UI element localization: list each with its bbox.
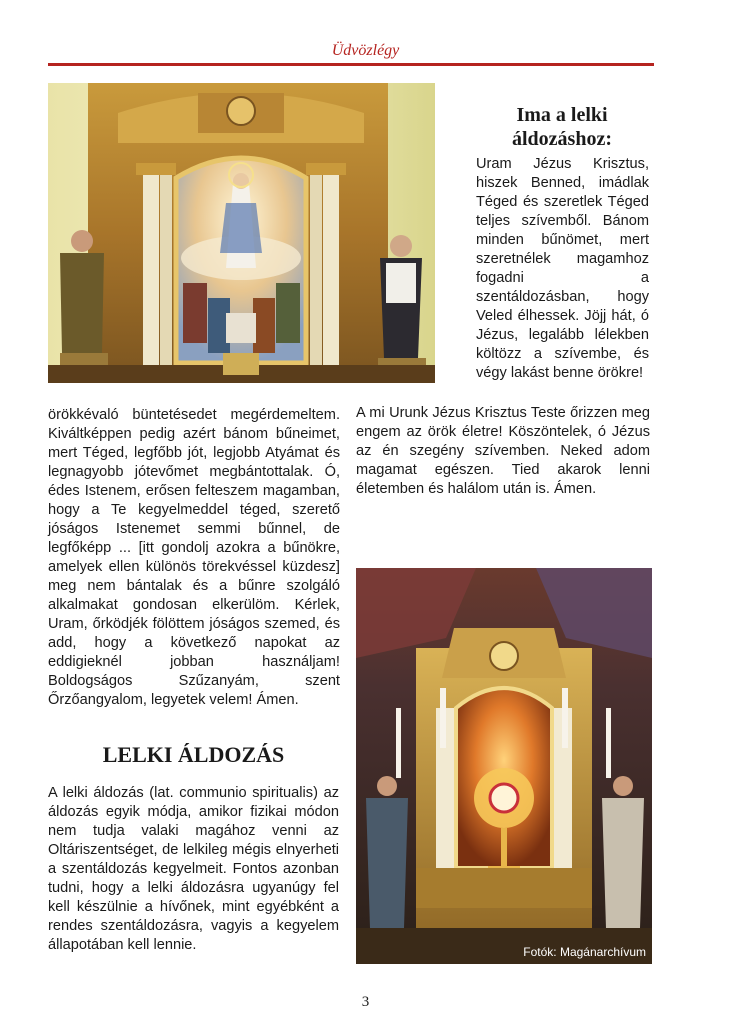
prayer-title-line1: Ima a lelki bbox=[516, 104, 608, 126]
page-number: 3 bbox=[361, 994, 370, 1010]
photo-credit: Fotók: Magánarchívum bbox=[523, 945, 646, 959]
prayer-text-right-top: Uram Jézus Krisztus, hiszek Benned, imádlak Téged és szeretlek Téged teljes szívemből. Bánom minden bűnömet, mert szeretnélek magamhoz fogadni a szentáldozásban, hogy Veled élhessek. Jöjj hát, ó Jézus, legalább lélekben költözz a szívembe, és végy lakást benne örökre! bbox=[476, 156, 649, 381]
prayer-title-line2: áldozáshoz: bbox=[512, 128, 612, 150]
section-body: A lelki áldozás (lat. communio spiritualis) az áldozás egyik módja, amikor fizikai módon nem tudja valaki magához venni az Oltáriszentséget, de lelkileg mégis elnyerheti a szentáldozás kegyelmeit. Fontos azonban tudni, hogy a lelki áldozásra ugyanúgy fel kell készülnie a hívőnek, mint egyébként a rendes szentáldozásra, vagyis a kegyelem állapotában kell lennie. bbox=[48, 785, 339, 953]
altar-photo-monstrance bbox=[356, 568, 652, 964]
page-header-title: Üdvözlégy bbox=[331, 42, 400, 59]
prayer-text-left-column: örökkévaló büntetésedet megérdemeltem. Kiváltképpen pedig azért bánom bűneimet, mert Téged, legfőbb jót, legjobb Atyámat és legnagyobb jótevőmet megbántottalak. Ó, édes Istenem, erősen felteszem magamban, hogy a Te kegyelmeddel téged, szerető jóságos Istenemet semmi bűnnel, de legfőképp ... [itt gondolj azokra a bűnökre, amelyek ellen különös törekvéssel küzdesz] meg nem bántalak és a bűnre szolgáló alkalmakat gondosan elkerülöm. Kérlek, Uram, őrködjék fölöttem jóságos szemed, és add, hogy a következő napokat az eddigieknél jobban használjam! Boldogságos Szűzanyám, szent Őrzőangyalom, legyetek velem! Ámen. bbox=[48, 407, 340, 708]
header-divider bbox=[48, 63, 654, 66]
section-title: LELKI ÁLDOZÁS bbox=[102, 742, 285, 767]
prayer-text-right-middle: A mi Urunk Jézus Krisztus Teste őrizzen meg engem az örök életre! Köszöntelek, ó Jézus az én szegény szívemben. Neked adom magamat egészen. Tied akarok lenni életemben és halálom után is. Ámen. bbox=[356, 405, 650, 497]
prayer-title bbox=[476, 103, 648, 151]
altar-photo-assumption bbox=[48, 83, 435, 383]
